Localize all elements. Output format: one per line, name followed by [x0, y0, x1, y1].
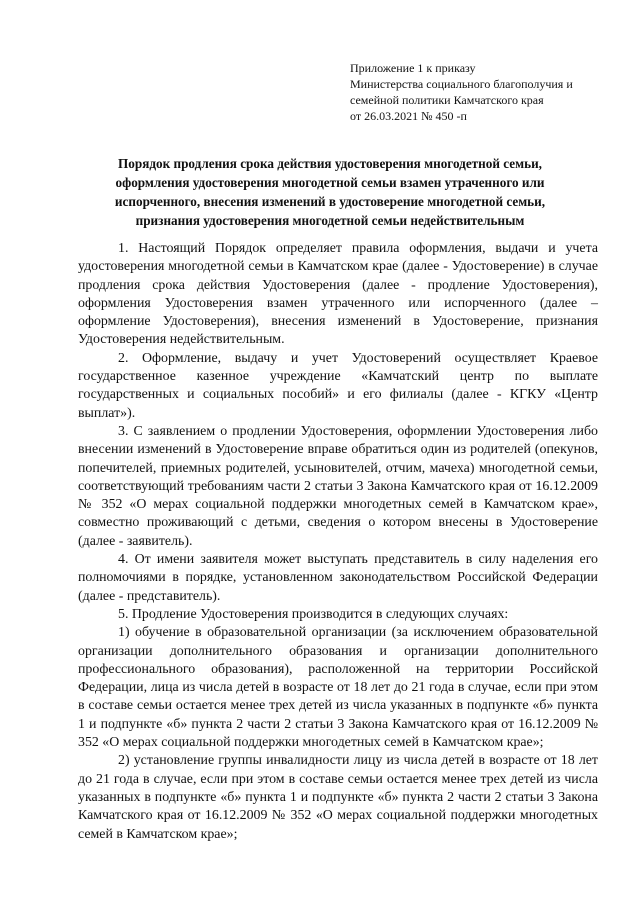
paragraph: 2. Оформление, выдачу и учет Удостоверений осуществляет Краевое государственное казенное учреждение «Камчатский центр по выплате государственных и социальных пособий» и его филиалы (далее - КГКУ «Центр выплат»).: [78, 350, 598, 421]
title-line: испорченного, внесения изменений в удостоверение многодетной семьи,: [114, 194, 546, 209]
title-line: признания удостоверения многодетной семьи недействительным: [135, 213, 525, 228]
document-body: [78, 240, 598, 844]
document-title: [60, 154, 600, 230]
paragraph: 3. С заявлением о продлении Удостоверения, оформлении Удостоверения либо внесении изменений в Удостоверение вправе обратиться один из родителей (опекунов, попечителей, приемных родителей, усыновителей, отчим, мачеха) многодетной семьи, соответствующий требованиям части 2 статьи 3 Закона Камчатского края от 16.12.2009 № 352 «О мерах социальной поддержки многодетных семей в Камчатском крае», совместно проживающий с детьми, сведения о котором внесены в Удостоверение (далее - заявитель).: [78, 423, 598, 549]
paragraph: 4. От имени заявителя может выступать представитель в силу наделения его полномочиями в порядке, установленном законодательством Российской Федерации (далее - представитель).: [78, 552, 598, 604]
title-line: оформления удостоверения многодетной семьи взамен утраченного или: [115, 175, 545, 190]
appendix-block: [350, 60, 610, 124]
title-line: Порядок продления срока действия удостоверения многодетной семьи,: [118, 156, 542, 171]
paragraph: 1) обучение в образовательной организации (за исключением образовательной организации дополнительного образования и организации дополнительного профессионального образования), расположенной на территории Российской Федерации, лица из числа детей в возрасте от 18 лет до 21 года в случае, если при этом в составе семьи остается менее трех детей из числа указанных в подпункте «б» пункта 1 и подпункте «б» пункта 2 части 2 статьи 3 Закона Камчатского края от 16.12.2009 № 352 «О мерах социальной поддержки многодетных семей в Камчатском крае»;: [78, 625, 598, 751]
paragraph: 5. Продление Удостоверения производится в следующих случаях:: [118, 606, 509, 622]
paragraph: 1. Настоящий Порядок определяет правила оформления, выдачи и учета удостоверения многодетной семьи в Камчатском крае (далее - Удостоверение) в случае продления срока действия Удостоверения (далее - продление Удостоверения), оформления Удостоверения взамен утраченного или испорченного (далее – оформление Удостоверения), внесения изменений в Удостоверение, признания Удостоверения недействительным.: [78, 241, 598, 348]
appendix-line: Приложение 1 к приказу: [350, 61, 476, 75]
paragraph: 2) установление группы инвалидности лицу из числа детей в возрасте от 18 лет до 21 года в случае, если при этом в составе семьи остается менее трех детей из числа указанных в подпункте «б» пункта 1 и подпункте «б» пункта 2 части 2 статьи 3 Закона Камчатского края от 16.12.2009 № 352 «О мерах социальной поддержки многодетных семей в Камчатском крае»;: [78, 753, 598, 842]
appendix-line: от 26.03.2021 № 450 -п: [350, 109, 467, 123]
appendix-line: Министерства социального благополучия и: [350, 77, 573, 91]
appendix-line: семейной политики Камчатского края: [350, 93, 544, 107]
